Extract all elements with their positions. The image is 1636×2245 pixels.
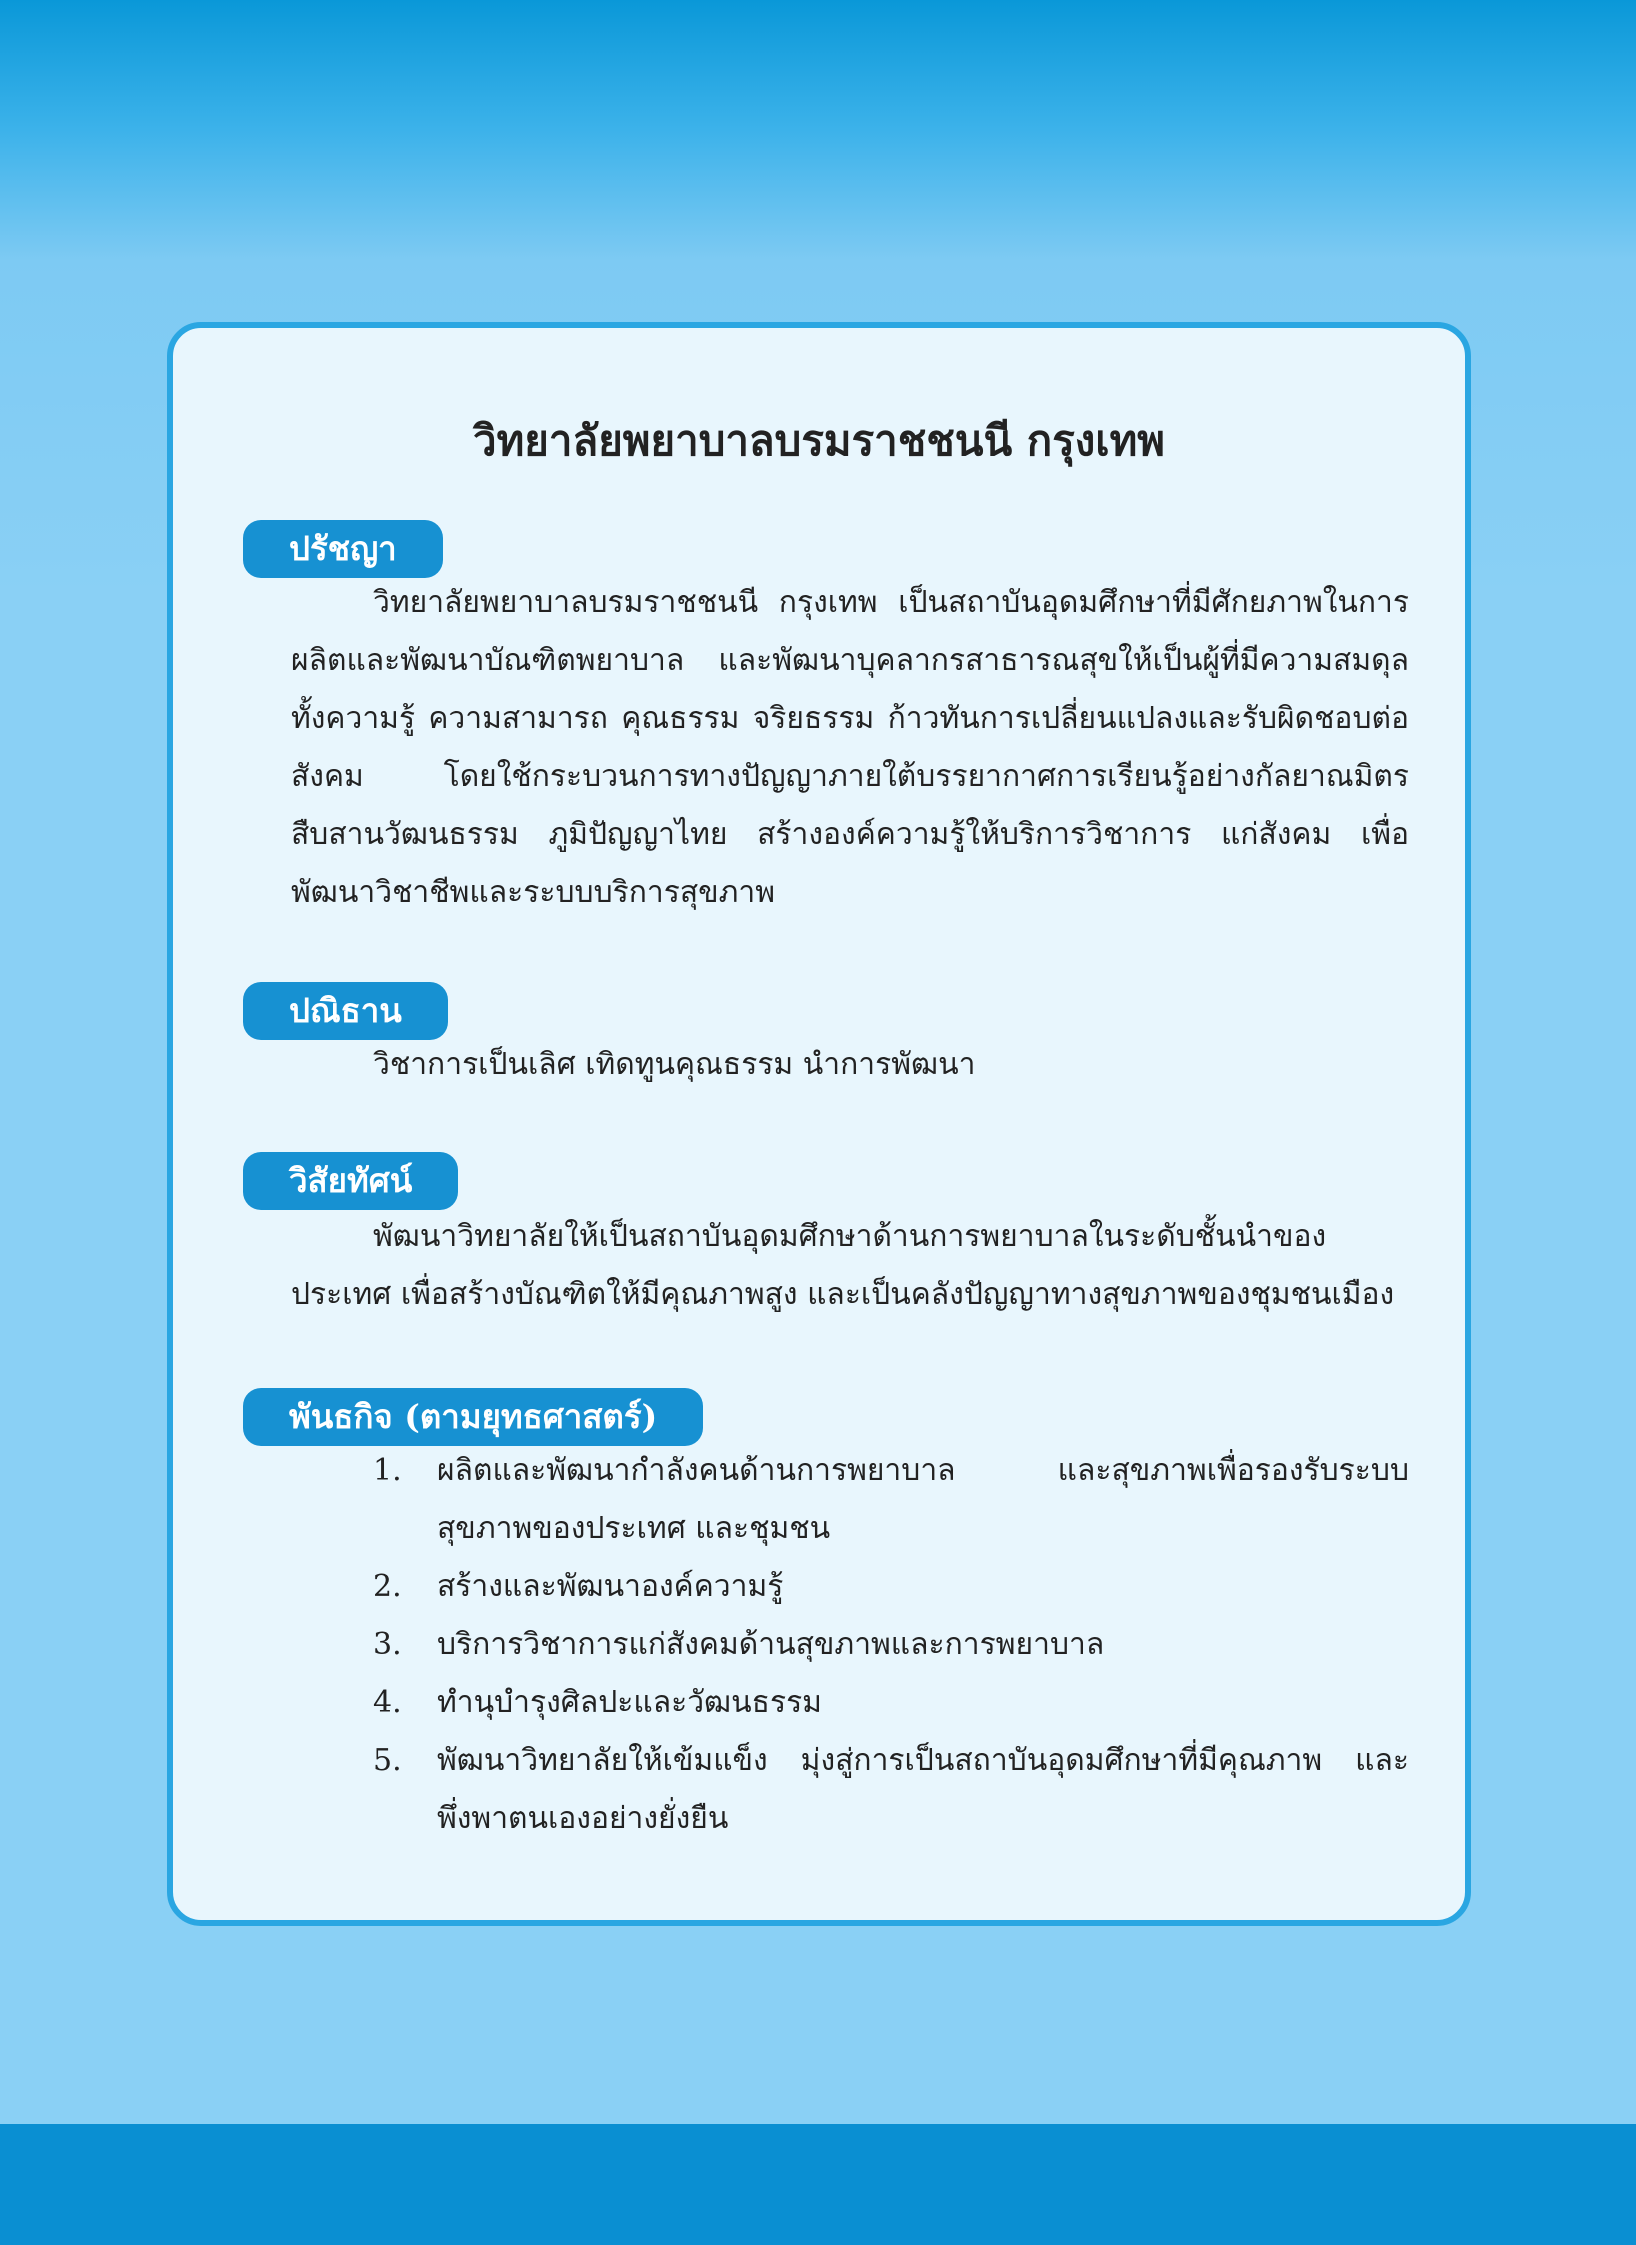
content-card	[167, 322, 1471, 1926]
determination-heading: ปณิธาน	[243, 982, 448, 1040]
mission-item-text: บริการวิชาการแก่สังคมด้านสุขภาพและการพยาบาล	[437, 1627, 1105, 1662]
mission-item-text: ทำนุบำรุงศิลปะและวัฒนธรรม	[437, 1685, 822, 1720]
page-title: วิทยาลัยพยาบาลบรมราชชนนี กรุงเทพ	[473, 416, 1165, 465]
mission-item-text: ผลิตและพัฒนากำลังคนด้านการพยาบาล และสุขภาพเพื่อรองรับระบบสุขภาพของประเทศ และชุมชน	[437, 1453, 1409, 1546]
mission-item-number: 5.	[373, 1743, 402, 1778]
mission-heading: พันธกิจ (ตามยุทธศาสตร์)	[243, 1388, 703, 1446]
footer-band	[0, 2124, 1636, 2245]
mission-item	[373, 1442, 1409, 1558]
mission-item	[373, 1674, 1409, 1732]
mission-item-text: พัฒนาวิทยาลัยให้เข้มแข็ง มุ่งสู่การเป็นสถาบันอุดมศึกษาที่มีคุณภาพ และพึ่งพาตนเองอย่างยั่งยืน	[437, 1743, 1409, 1836]
mission-item-number: 2.	[373, 1569, 402, 1604]
philosophy-text: วิทยาลัยพยาบาลบรมราชชนนี กรุงเทพ เป็นสถาบันอุดมศึกษาที่มีศักยภาพในการผลิตและพัฒนาบัณฑิตพยาบาล และพัฒนาบุคลากรสาธารณสุขให้เป็นผู้ที่มีความสมดุลทั้งความรู้ ความสามารถ คุณธรรม จริยธรรม ก้าวทันการเปลี่ยนแปลงและรับผิดชอบต่อสังคม โดยใช้กระบวนการทางปัญญาภายใต้บรรยากาศการเรียนรู้อย่างกัลยาณมิตร สืบสานวัฒนธรรม ภูมิปัญญาไทย สร้างองค์ความรู้ให้บริการวิชาการ แก่สังคม เพื่อพัฒนาวิชาชีพและระบบบริการสุขภาพ	[291, 585, 1409, 910]
philosophy-heading: ปรัชญา	[243, 520, 443, 578]
mission-item-text: สร้างและพัฒนาองค์ความรู้	[437, 1569, 784, 1604]
vision-text: พัฒนาวิทยาลัยให้เป็นสถาบันอุดมศึกษาด้านการพยาบาลในระดับชั้นนำของประเทศ เพื่อสร้างบัณฑิตให้มีคุณภาพสูง และเป็นคลังปัญญาทางสุขภาพของชุมชนเมือง	[291, 1219, 1395, 1312]
vision-heading: วิสัยทัศน์	[243, 1152, 458, 1210]
mission-item	[373, 1616, 1409, 1674]
determination-text: วิชาการเป็นเลิศ เทิดทูนคุณธรรม นำการพัฒนา	[373, 1047, 976, 1082]
mission-item	[373, 1732, 1409, 1848]
mission-item	[373, 1558, 1409, 1616]
mission-item-number: 1.	[373, 1453, 402, 1488]
mission-list	[373, 1442, 1409, 1848]
mission-item-number: 3.	[373, 1627, 402, 1662]
mission-item-number: 4.	[373, 1685, 402, 1720]
